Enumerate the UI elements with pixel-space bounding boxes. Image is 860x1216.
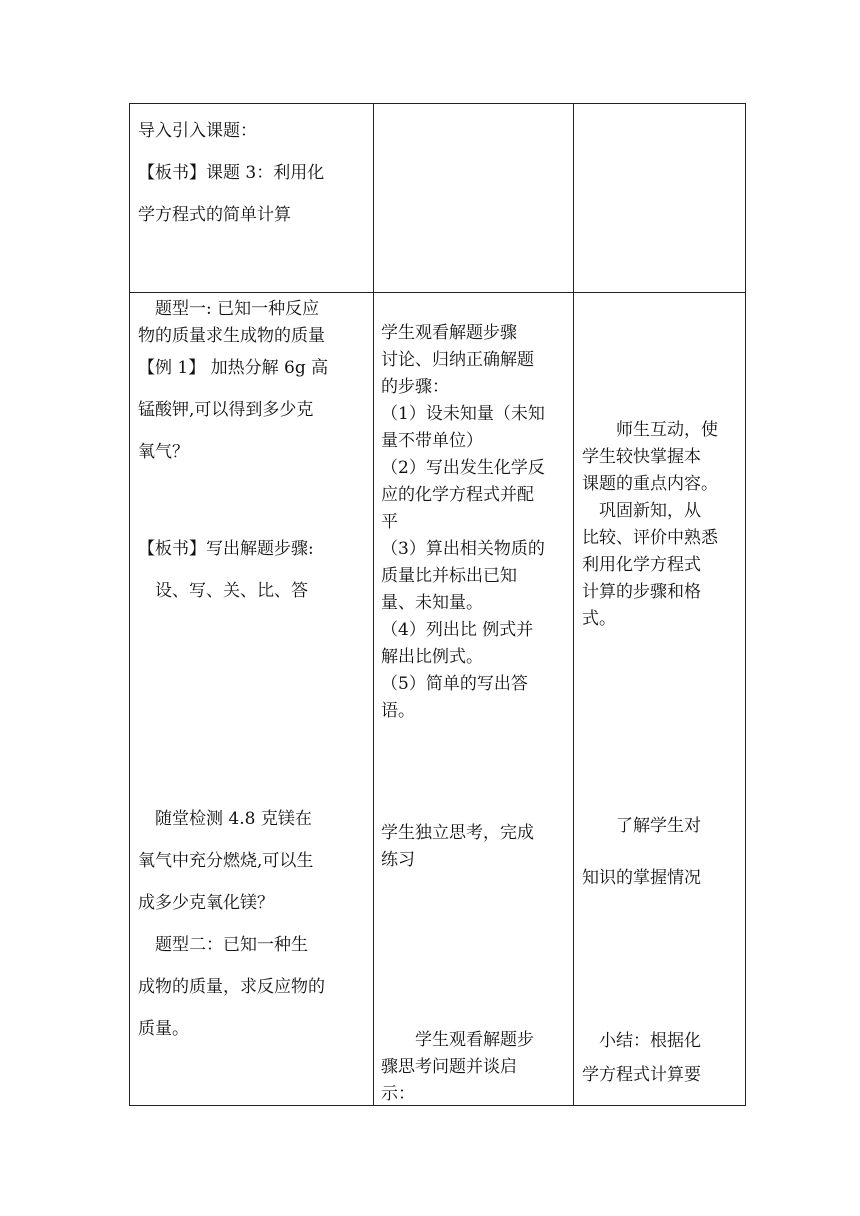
type-two-student-line-3: 示： xyxy=(381,1084,415,1104)
step-2-line-3: 平 xyxy=(381,512,398,532)
type-one-line-2: 物的质量求生成物的质量 xyxy=(138,326,325,346)
student-steps-block xyxy=(381,320,567,725)
example-one-line-3: 氧气？ xyxy=(138,442,189,462)
intent-line-1: 师生互动，使 xyxy=(582,420,718,440)
type-two-student-block xyxy=(381,1027,567,1108)
type-two-student-line-1: 学生观看解题步 xyxy=(381,1030,534,1050)
intro-line: 导入引入课题： xyxy=(138,121,257,141)
step-5-line-1: （5）简单的写出答 xyxy=(381,674,528,694)
example-one-block xyxy=(138,347,366,473)
design-intent-block xyxy=(582,417,740,633)
in-class-test-block xyxy=(138,798,366,1050)
type-two-line-2: 成物的质量，求反应物的 xyxy=(138,977,325,997)
practice-line-1: 学生独立思考，完成 xyxy=(381,823,534,843)
student-steps-line-1: 学生观看解题步骤 xyxy=(381,323,517,343)
assessment-line-1: 了解学生对 xyxy=(582,816,701,836)
intent-line-6: 利用化学方程式 xyxy=(582,555,701,575)
practice-line-2: 练习 xyxy=(381,850,415,870)
lesson-plan-table xyxy=(129,103,746,1106)
step-3-line-3: 量、未知量。 xyxy=(381,593,483,613)
summary-line-1: 小结：根据化 xyxy=(582,1031,701,1051)
type-two-student-line-2: 骤思考问题并谈启 xyxy=(381,1057,517,1077)
intent-line-3: 课题的重点内容。 xyxy=(582,474,718,494)
column-divider-2 xyxy=(573,104,574,1105)
step-3-line-1: （3）算出相关物质的 xyxy=(381,539,545,559)
intent-line-5: 比较、评价中熟悉 xyxy=(582,528,718,548)
step-1-line-2: 量不带单位） xyxy=(381,431,483,451)
step-2-line-2: 应的化学方程式并配 xyxy=(381,485,534,505)
summary-block xyxy=(582,1024,740,1092)
assessment-line-2: 知识的掌握情况 xyxy=(582,868,701,888)
step-4-line-2: 解出比例式。 xyxy=(381,647,483,667)
board-steps-line-1: 【板书】写出解题步骤: xyxy=(138,539,314,559)
type-two-line-3: 质量。 xyxy=(138,1019,189,1039)
step-1-line-1: （1）设未知量（未知 xyxy=(381,404,545,424)
row-divider xyxy=(130,292,745,293)
intent-line-2: 学生较快掌握本 xyxy=(582,447,701,467)
intent-line-8: 式。 xyxy=(582,609,616,629)
student-steps-line-2: 讨论、归纳正确解题 xyxy=(381,350,534,370)
example-one-line-1: 【例 1】 加热分解 6g 高 xyxy=(138,358,329,378)
assessment-purpose-block xyxy=(582,800,740,904)
board-steps-line-2: 设、写、关、比、答 xyxy=(138,581,308,601)
intent-line-7: 计算的步骤和格 xyxy=(582,582,701,602)
step-5-line-2: 语。 xyxy=(381,701,415,721)
test-line-3: 成多少克氧化镁？ xyxy=(138,893,274,913)
board-title-line-1: 【板书】课题 3：利用化 xyxy=(138,163,325,183)
board-title-line-2: 学方程式的简单计算 xyxy=(138,205,291,225)
board-steps-block xyxy=(138,528,366,612)
step-3-line-2: 质量比并标出已知 xyxy=(381,566,517,586)
column-divider-1 xyxy=(373,104,374,1105)
row1-col1-cell xyxy=(138,110,366,236)
example-one-line-2: 锰酸钾,可以得到多少克 xyxy=(138,400,314,420)
independent-practice-block xyxy=(381,820,567,874)
step-4-line-1: （4）列出比 例式并 xyxy=(381,620,534,640)
summary-line-2: 学方程式计算要 xyxy=(582,1065,701,1085)
student-steps-line-3: 的步骤： xyxy=(381,377,449,397)
step-2-line-1: （2）写出发生化学反 xyxy=(381,458,545,478)
type-one-example-block xyxy=(138,296,366,350)
intent-line-4: 巩固新知，从 xyxy=(582,501,701,521)
type-two-line-1: 题型二：已知一种生 xyxy=(138,935,308,955)
test-line-1: 随堂检测 4.8 克镁在 xyxy=(138,809,312,829)
type-one-line-1: 题型一: 已知一种反应 xyxy=(138,299,320,319)
test-line-2: 氧气中充分燃烧,可以生 xyxy=(138,851,314,871)
